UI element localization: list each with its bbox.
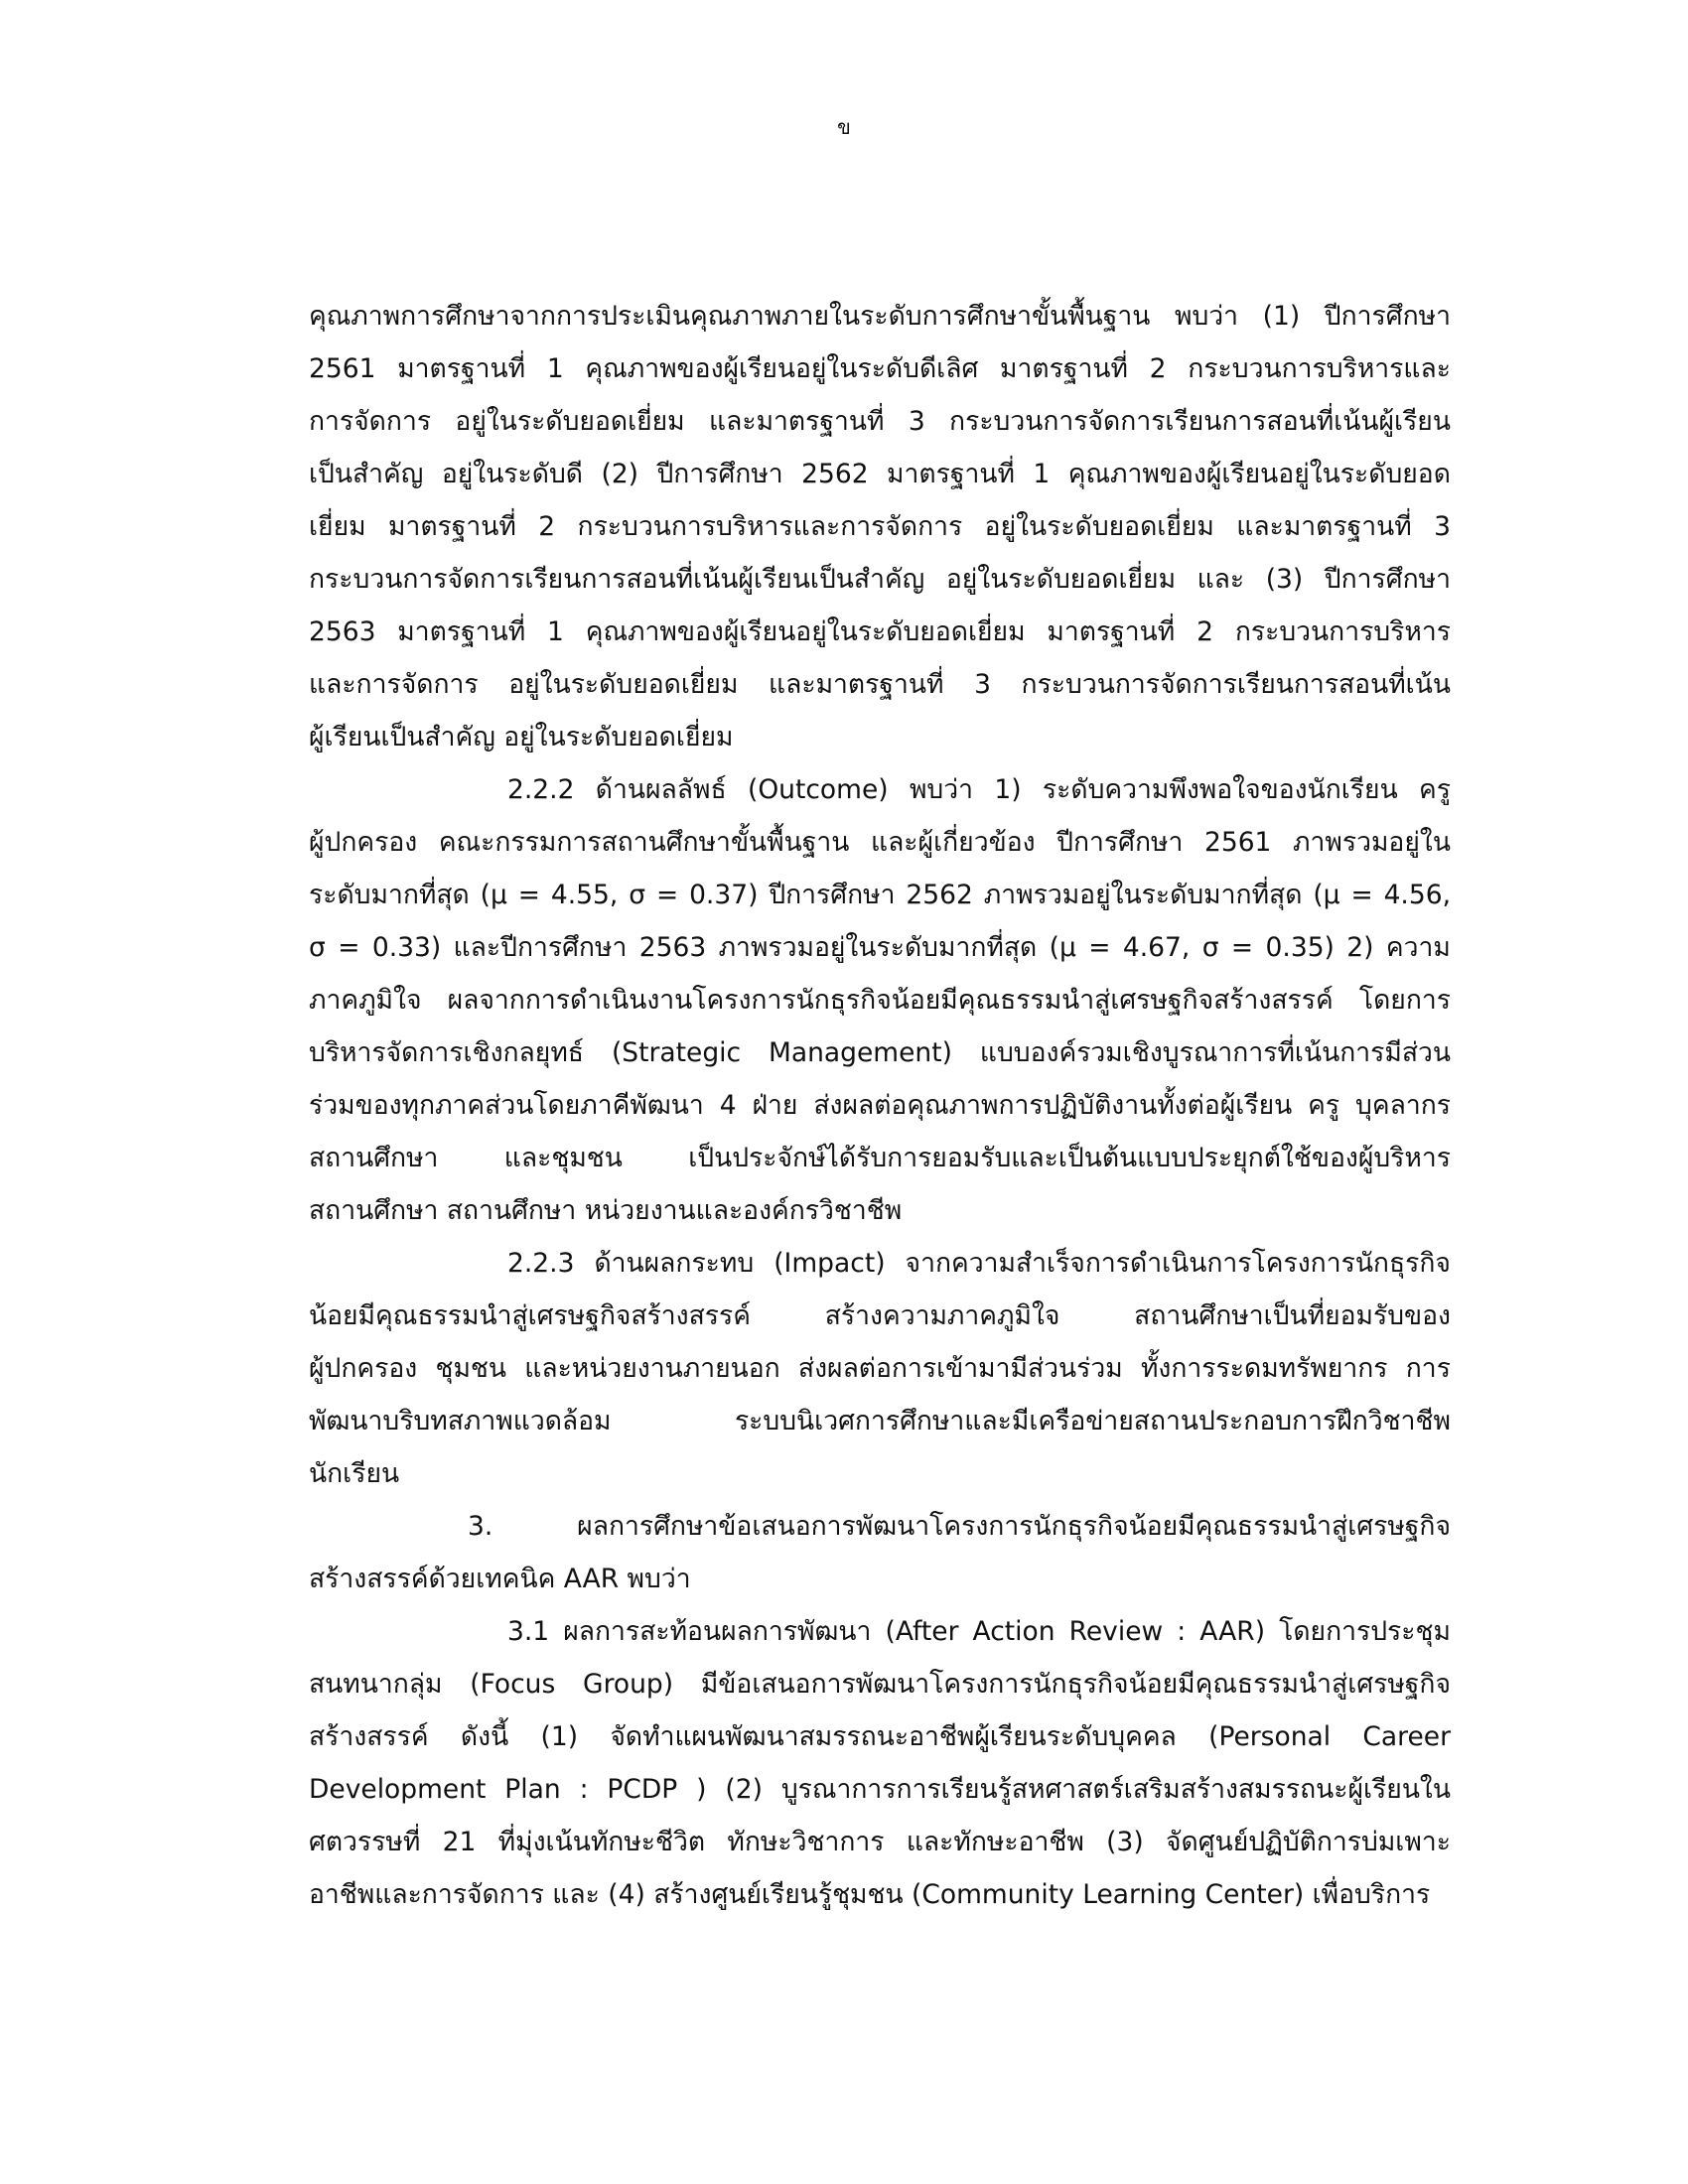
text-line: ร่วมของทุกภาคส่วนโดยภาคีพัฒนา 4 ฝ่าย ส่งผลต่อคุณภาพการปฏิบัติงานทั้งต่อผู้เรียน ครู บุคลากร <box>309 1090 1451 1121</box>
paragraph <box>309 763 1451 1237</box>
text-line: สถานศึกษา และชุมชน เป็นประจักษ์ได้รับการยอมรับและเป็นต้นแบบประยุกต์ใช้ของผู้บริหาร <box>309 1143 1451 1173</box>
text-line: ผู้ปกครอง ชุมชน และหน่วยงานภายนอก ส่งผลต่อการเข้ามามีส่วนร่วม ทั้งการระดมทรัพยากร การ <box>309 1353 1451 1384</box>
text-line: 2.2.2 ด้านผลลัพธ์ (Outcome) พบว่า 1) ระดับความพึงพอใจของนักเรียน ครู <box>507 774 1451 805</box>
body-text <box>309 290 1451 1921</box>
paragraph <box>309 1500 1451 1605</box>
text-line: และการจัดการ อยู่ในระดับยอดเยี่ยม และมาตรฐานที่ 3 กระบวนการจัดการเรียนการสอนที่เน้น <box>309 669 1451 700</box>
text-line: เป็นสำคัญ อยู่ในระดับดี (2) ปีการศึกษา 2562 มาตรฐานที่ 1 คุณภาพของผู้เรียนอยู่ในระดับยอด <box>309 459 1451 489</box>
text-line: 2563 มาตรฐานที่ 1 คุณภาพของผู้เรียนอยู่ในระดับยอดเยี่ยม มาตรฐานที่ 2 กระบวนการบริหาร <box>309 616 1451 647</box>
text-line: เยี่ยม มาตรฐานที่ 2 กระบวนการบริหารและการจัดการ อยู่ในระดับยอดเยี่ยม และมาตรฐานที่ 3 <box>309 511 1451 542</box>
text-line: ผู้เรียนเป็นสำคัญ อยู่ในระดับยอดเยี่ยม <box>309 722 734 752</box>
text-line: ภาคภูมิใจ ผลจากการดำเนินงานโครงการนักธุรกิจน้อยมีคุณธรรมนำสู่เศรษฐกิจสร้างสรรค์ โดยการ <box>309 985 1451 1016</box>
text-line: ศตวรรษที่ 21 ที่มุ่งเน้นทักษะชีวิต ทักษะวิชาการ และทักษะอาชีพ (3) จัดศูนย์ปฏิบัติการบ่มเพาะ <box>309 1827 1451 1857</box>
text-line: อาชีพและการจัดการ และ (4) สร้างศูนย์เรียนรู้ชุมชน (Community Learning Center) เพื่อบริการ <box>309 1879 1431 1910</box>
paragraph <box>309 1237 1451 1500</box>
text-line: สถานศึกษา สถานศึกษา หน่วยงานและองค์กรวิชาชีพ <box>309 1195 903 1226</box>
text-line: บริหารจัดการเชิงกลยุทธ์ (Strategic Management) แบบองค์รวมเชิงบูรณาการที่เน้นการมีส่วน <box>309 1037 1451 1068</box>
text-line: สร้างสรรค์ ดังนี้ (1) จัดทำแผนพัฒนาสมรรถนะอาชีพผู้เรียนระดับบุคคล (Personal Career <box>309 1721 1451 1752</box>
text-line: น้อยมีคุณธรรมนำสู่เศรษฐกิจสร้างสรรค์ สร้างความภาคภูมิใจ สถานศึกษาเป็นที่ยอมรับของ <box>309 1300 1451 1331</box>
text-line: สร้างสรรค์ด้วยเทคนิค AAR พบว่า <box>309 1564 691 1594</box>
page-number: ข <box>837 115 851 139</box>
text-line: 3.1 ผลการสะท้อนผลการพัฒนา (After Action Review : AAR) โดยการประชุม <box>507 1616 1451 1647</box>
text-line: ผู้ปกครอง คณะกรรมการสถานศึกษาขั้นพื้นฐาน และผู้เกี่ยวข้อง ปีการศึกษา 2561 ภาพรวมอยู่ใน <box>309 827 1451 858</box>
text-line: 3. ผลการศึกษาข้อเสนอการพัฒนาโครงการนักธุรกิจน้อยมีคุณธรรมนำสู่เศรษฐกิจ <box>468 1511 1451 1542</box>
text-line: σ = 0.33) และปีการศึกษา 2563 ภาพรวมอยู่ในระดับมากที่สุด (μ = 4.67, σ = 0.35) 2) ความ <box>309 932 1451 963</box>
text-line: Development Plan : PCDP ) (2) บูรณาการการเรียนรู้สหศาสตร์เสริมสร้างสมรรถนะผู้เรียนใน <box>309 1774 1451 1805</box>
text-line: สนทนากลุ่ม (Focus Group) มีข้อเสนอการพัฒนาโครงการนักธุรกิจน้อยมีคุณธรรมนำสู่เศรษฐกิจ <box>309 1669 1451 1700</box>
text-line: พัฒนาบริบทสภาพแวดล้อม ระบบนิเวศการศึกษาและมีเครือข่ายสถานประกอบการฝึกวิชาชีพ <box>309 1406 1451 1436</box>
paragraph <box>309 1605 1451 1921</box>
text-line: 2.2.3 ด้านผลกระทบ (Impact) จากความสำเร็จการดำเนินการโครงการนักธุรกิจ <box>507 1248 1451 1279</box>
text-line: ระดับมากที่สุด (μ = 4.55, σ = 0.37) ปีการศึกษา 2562 ภาพรวมอยู่ในระดับมากที่สุด (μ = 4.56, <box>309 880 1451 910</box>
text-line: 2561 มาตรฐานที่ 1 คุณภาพของผู้เรียนอยู่ในระดับดีเลิศ มาตรฐานที่ 2 กระบวนการบริหารและ <box>309 353 1451 384</box>
text-line: คุณภาพการศึกษาจากการประเมินคุณภาพภายในระดับการศึกษาขั้นพื้นฐาน พบว่า (1) ปีการศึกษา <box>309 301 1451 332</box>
text-line: การจัดการ อยู่ในระดับยอดเยี่ยม และมาตรฐานที่ 3 กระบวนการจัดการเรียนการสอนที่เน้นผู้เรียน <box>309 406 1451 437</box>
paragraph <box>309 290 1451 763</box>
text-line: กระบวนการจัดการเรียนการสอนที่เน้นผู้เรียนเป็นสำคัญ อยู่ในระดับยอดเยี่ยม และ (3) ปีการศึกษา <box>309 564 1451 595</box>
text-line: นักเรียน <box>309 1458 400 1489</box>
